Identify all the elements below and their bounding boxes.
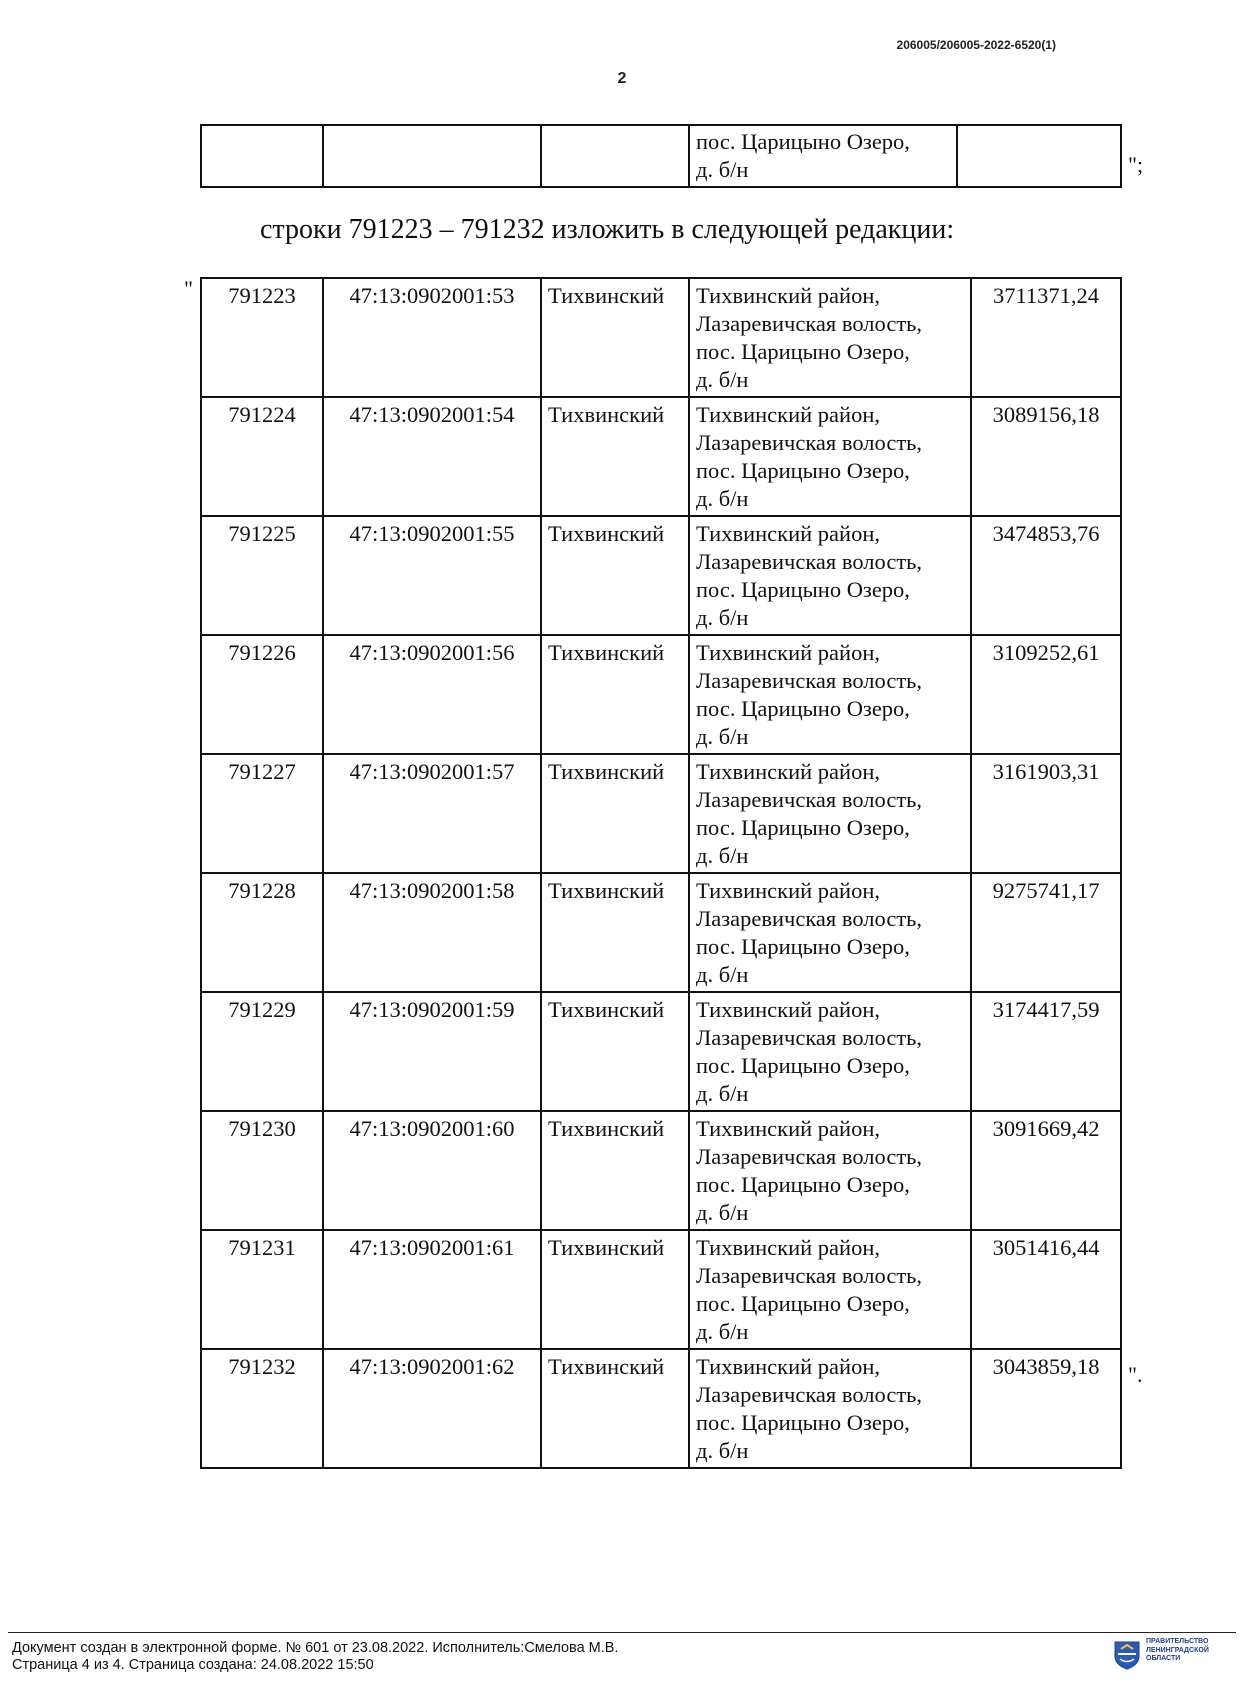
cell-num: 791227 <box>201 754 323 873</box>
cell-value <box>957 125 1121 187</box>
cell-address: Тихвинский район, Лазаревичская волость, пос. Царицыно Озеро, д. б/н <box>689 992 971 1111</box>
cell-address: Тихвинский район, Лазаревичская волость, пос. Царицыно Озеро, д. б/н <box>689 1230 971 1349</box>
table-row <box>201 1111 1121 1230</box>
cell-district: Тихвинский <box>541 278 689 397</box>
government-logo <box>1112 1636 1234 1676</box>
table-row <box>201 125 1121 187</box>
table-row <box>201 992 1121 1111</box>
coat-of-arms-icon <box>1112 1640 1142 1670</box>
cell-cadastral: 47:13:0902001:56 <box>323 635 541 754</box>
table-row <box>201 1349 1121 1468</box>
table-row <box>201 278 1121 397</box>
cell-address: Тихвинский район, Лазаревичская волость, пос. Царицыно Озеро, д. б/н <box>689 873 971 992</box>
cell-num: 791230 <box>201 1111 323 1230</box>
cell-cadastral: 47:13:0902001:60 <box>323 1111 541 1230</box>
cell-district: Тихвинский <box>541 1349 689 1468</box>
cell-num: 791225 <box>201 516 323 635</box>
logo-line-3: ОБЛАСТИ <box>1146 1655 1181 1662</box>
cell-value: 3711371,24 <box>971 278 1121 397</box>
table-row <box>201 1230 1121 1349</box>
cell-num: 791224 <box>201 397 323 516</box>
cell-address: Тихвинский район, Лазаревичская волость, пос. Царицыно Озеро, д. б/н <box>689 754 971 873</box>
cadastral-value-table <box>200 277 1122 1469</box>
cell-address: Тихвинский район, Лазаревичская волость, пос. Царицыно Озеро, д. б/н <box>689 1111 971 1230</box>
footer-line-1: Документ создан в электронной форме. № 601 от 23.08.2022. Исполнитель:Смелова М.В. <box>12 1640 619 1656</box>
cell-num: 791228 <box>201 873 323 992</box>
cell-address: Тихвинский район, Лазаревичская волость, пос. Царицыно Озеро, д. б/н <box>689 278 971 397</box>
cell-cadastral: 47:13:0902001:61 <box>323 1230 541 1349</box>
table-row <box>201 516 1121 635</box>
table-row <box>201 397 1121 516</box>
previous-table-fragment <box>200 124 1122 188</box>
cell-address: Тихвинский район, Лазаревичская волость, пос. Царицыно Озеро, д. б/н <box>689 397 971 516</box>
cell-num: 791223 <box>201 278 323 397</box>
cell-value: 3161903,31 <box>971 754 1121 873</box>
cell-cadastral <box>323 125 541 187</box>
cell-value: 3474853,76 <box>971 516 1121 635</box>
cell-address: пос. Царицыно Озеро, д. б/н <box>689 125 957 187</box>
cell-cadastral: 47:13:0902001:59 <box>323 992 541 1111</box>
cell-district <box>541 125 689 187</box>
cell-value: 3091669,42 <box>971 1111 1121 1230</box>
cell-cadastral: 47:13:0902001:57 <box>323 754 541 873</box>
cell-district: Тихвинский <box>541 992 689 1111</box>
opening-quote: " <box>184 276 193 301</box>
document-id: 206005/206005-2022-6520(1) <box>896 38 1056 52</box>
cell-num: 791231 <box>201 1230 323 1349</box>
table-row <box>201 873 1121 992</box>
cell-value: 3051416,44 <box>971 1230 1121 1349</box>
cell-value: 3174417,59 <box>971 992 1121 1111</box>
cell-value: 9275741,17 <box>971 873 1121 992</box>
cell-district: Тихвинский <box>541 1230 689 1349</box>
cell-address: Тихвинский район, Лазаревичская волость, пос. Царицыно Озеро, д. б/н <box>689 635 971 754</box>
cell-district: Тихвинский <box>541 1111 689 1230</box>
cell-num <box>201 125 323 187</box>
closing-quote-period: ". <box>1128 1362 1143 1387</box>
table-row <box>201 635 1121 754</box>
cell-num: 791232 <box>201 1349 323 1468</box>
cell-num: 791229 <box>201 992 323 1111</box>
cell-cadastral: 47:13:0902001:53 <box>323 278 541 397</box>
cell-address: Тихвинский район, Лазаревичская волость, пос. Царицыно Озеро, д. б/н <box>689 1349 971 1468</box>
table-row <box>201 754 1121 873</box>
cell-cadastral: 47:13:0902001:55 <box>323 516 541 635</box>
cell-value: 3109252,61 <box>971 635 1121 754</box>
cell-cadastral: 47:13:0902001:58 <box>323 873 541 992</box>
cell-district: Тихвинский <box>541 397 689 516</box>
logo-line-1: ПРАВИТЕЛЬСТВО <box>1146 1638 1209 1645</box>
cell-address: Тихвинский район, Лазаревичская волость, пос. Царицыно Озеро, д. б/н <box>689 516 971 635</box>
footer-info <box>12 1640 618 1674</box>
footer-line-2: Страница 4 из 4. Страница создана: 24.08.2022 15:50 <box>12 1657 374 1673</box>
cell-num: 791226 <box>201 635 323 754</box>
cell-district: Тихвинский <box>541 873 689 992</box>
cell-value: 3043859,18 <box>971 1349 1121 1468</box>
cell-cadastral: 47:13:0902001:62 <box>323 1349 541 1468</box>
logo-line-2: ЛЕНИНГРАДСКОЙ <box>1146 1646 1209 1654</box>
footer-divider <box>8 1632 1236 1633</box>
cell-district: Тихвинский <box>541 754 689 873</box>
page-number: 2 <box>617 70 627 87</box>
closing-quote-semicolon: "; <box>1128 152 1144 177</box>
cell-value: 3089156,18 <box>971 397 1121 516</box>
intro-paragraph: строки 791223 – 791232 изложить в следующей редакции: <box>260 214 955 245</box>
cell-district: Тихвинский <box>541 635 689 754</box>
cell-district: Тихвинский <box>541 516 689 635</box>
cell-cadastral: 47:13:0902001:54 <box>323 397 541 516</box>
